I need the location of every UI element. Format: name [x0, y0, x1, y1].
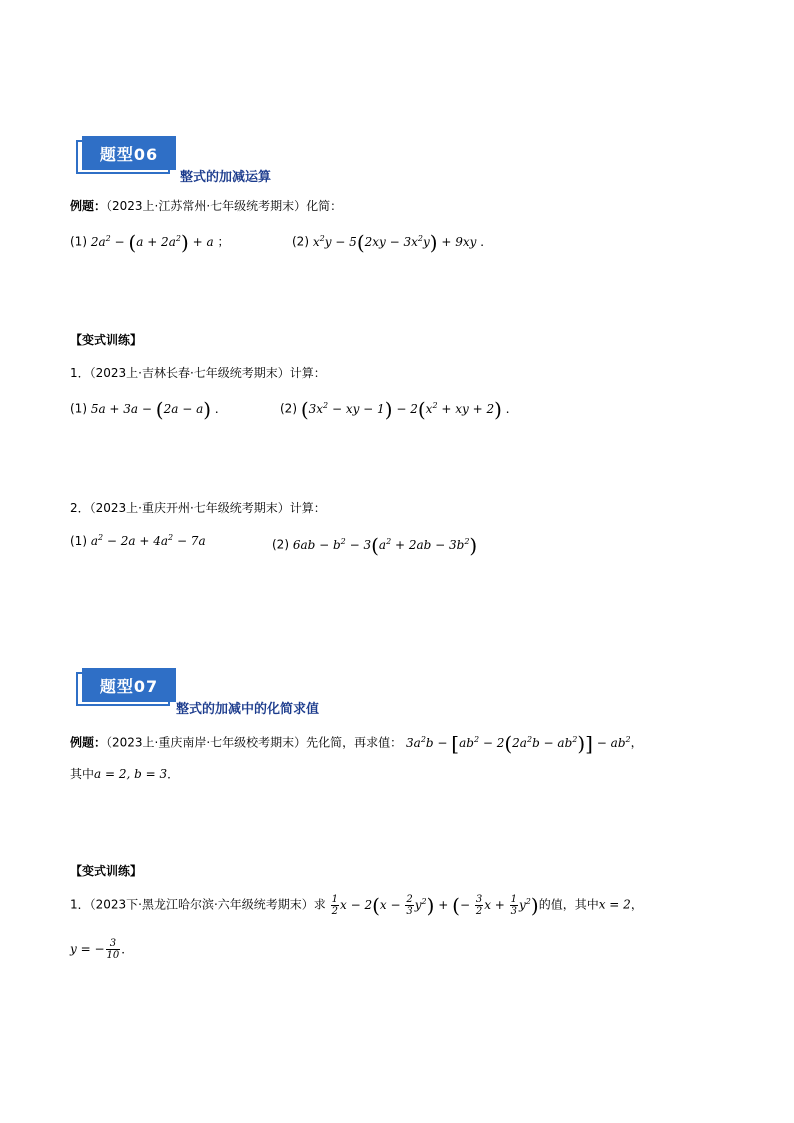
question-1-07: 1．（2023下·黑龙江哈尔滨·六年级统考期末）求 $\frac{1}{2}$ x − 2(x − $\frac{2}{3}$ $y^2$) + (− $\frac{3}{2}$ x + $\frac{1}{3}$ $y^2$)的值，其中x = 2，: [70, 893, 643, 917]
math-expr: $\frac{1}{2}$ x − 2(x − $\frac{2}{3}$ $y^2$) + (− $\frac{3}{2}$ x + $\frac{1}{3}$ $y^2$): [331, 893, 539, 917]
math-expr: $3a^2b - [ab^2 - 2(2a^2b - ab^2)] - ab^2$: [406, 731, 631, 755]
q2-part-1: (1) $a^2 - 2a + 4a^2 - 7a$: [70, 533, 206, 548]
question-1-07-line2: y = − $\frac{3}{10}$ ．: [70, 938, 134, 961]
example-label: 例题：: [70, 199, 107, 213]
section-badge-06: [76, 136, 176, 176]
math-expr: $2a^2 - (a + 2a^2) + a$: [90, 230, 214, 254]
example-text: （2023上·江苏常州·七年级统考期末）化简：: [106, 199, 343, 213]
example-line-07: 例题：（2023上·重庆南岸·七年级校考期末）先化简，再求值： $3a^2b - [ab^2 - 2(2a^2b - ab^2)] - ab^2$，: [70, 731, 643, 755]
question-2-06: 2．（2023上·重庆开州·七年级统考期末）计算：: [70, 501, 326, 515]
question-1-06: 1．（2023上·吉林长春·七年级统考期末）计算：: [70, 366, 326, 380]
q1-part-1: (1) 5a + 3a − (2a − a) ．: [70, 397, 227, 421]
math-expr: 5a + 3a − (2a − a): [90, 397, 212, 421]
math-expr: $x^2y - 5(2xy - 3x^2y) + 9xy$: [312, 230, 477, 254]
example-condition-07: 其中a = 2, b = 3．: [70, 767, 180, 781]
math-expr: ($3x^2$ − xy − $1) - 2(x^2$ + xy + 2): [300, 397, 502, 421]
example-part-1: (1) $2a^2 - (a + 2a^2) + a$ ；: [70, 230, 230, 254]
math-expr: $6ab - b^2 - 3(a^2 + 2ab - 3b^2)$: [292, 533, 478, 557]
badge-label: 题型06: [82, 136, 176, 170]
q2-part-2: (2) $6ab - b^2 - 3(a^2 + 2ab - 3b^2)$: [272, 533, 478, 557]
example-line-06: [70, 197, 342, 214]
variant-label-06: 【变式训练】: [70, 333, 143, 347]
q1-part-2: (2) ($3x^2$ − xy − $1) - 2(x^2$ + xy + 2) ．: [280, 397, 518, 421]
badge-label: 题型07: [82, 668, 176, 702]
variant-label-07: 【变式训练】: [70, 864, 143, 878]
math-expr: $a^2 - 2a + 4a^2 - 7a$: [90, 533, 206, 548]
section-title-07: 整式的加减中的化简求值: [176, 702, 320, 717]
section-badge-07: [76, 668, 176, 708]
section-title-06: 整式的加减运算: [180, 170, 272, 185]
example-part-2: (2) $x^2y - 5(2xy - 3x^2y) + 9xy$ ．: [292, 230, 493, 254]
